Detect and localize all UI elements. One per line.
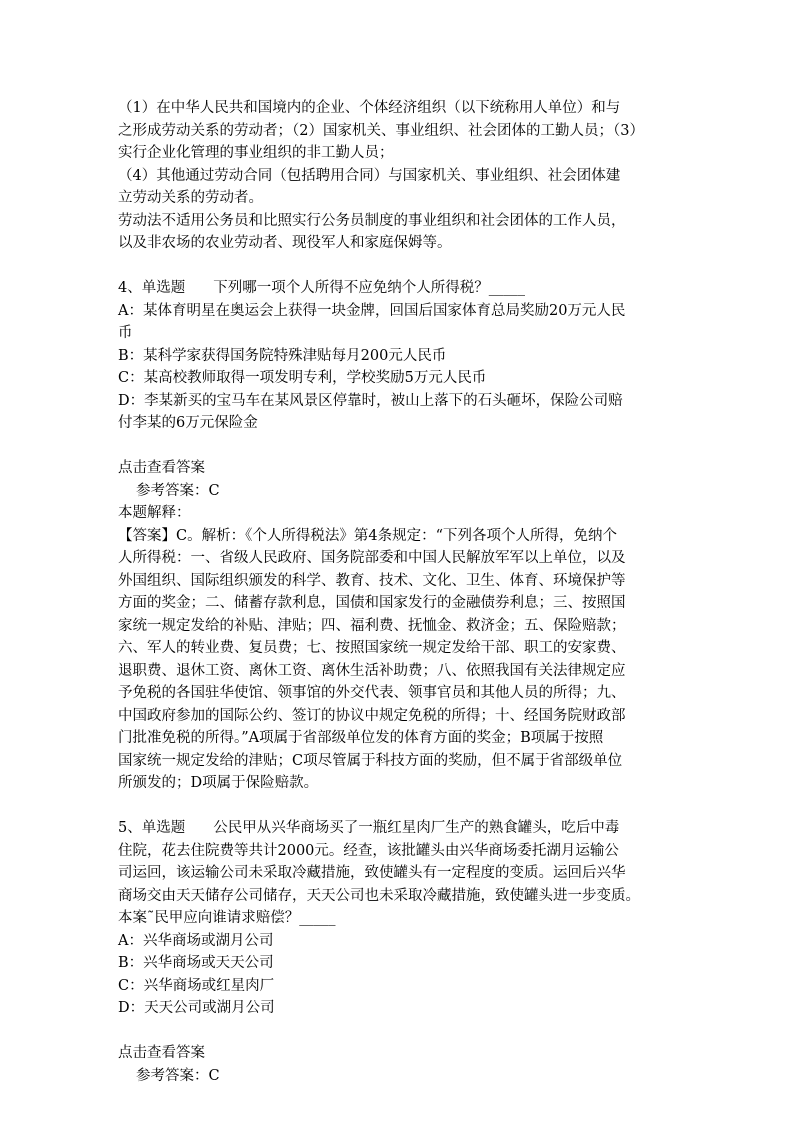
explanation-line: 予免税的各国驻华使馆、领事馆的外交代表、领事官员和其他人员的所得；九、 (118, 685, 626, 701)
question-4-explanation-label: 本题解释： (118, 505, 191, 521)
intro-section (118, 97, 678, 255)
question-5-reference-answer: 参考答案：C (136, 1067, 220, 1084)
intro-line: （1）在中华人民共和国境内的企业、个体经济组织（以下统称用人单位）和与 (118, 100, 621, 116)
question-5-stem-first-line: 公民甲从兴华商场买了一瓶红星肉厂生产的熟食罐头，吃后中毒 (213, 820, 620, 836)
question-5-header (118, 817, 678, 840)
question-4-option: B：某科学家获得国务院特殊津贴每月200元人民币 (118, 347, 447, 364)
question-5-option: C：兴华商场或红星肉厂 (118, 977, 275, 994)
question-5-stem-line: 住院，花去住院费等共计2000元。经查，该批罐头由兴华商场委托湖月运输公 (118, 842, 619, 859)
question-4-option: D：李某新买的宝马车在某风景区停靠时，被山上落下的石头砸坏，保险公司赔 (118, 392, 623, 409)
explanation-line: 退职费、退休工资、离休工资、离休生活补助费；八、依照我国有关法律规定应 (118, 662, 626, 679)
explanation-line: 六、军人的转业费、复员费；七、按照国家统一规定发给干部、职工的安家费、 (118, 640, 626, 656)
explanation-line: 中国政府参加的国际公约、签订的协议中规定免税的所得；十、经国务院财政部 (118, 707, 626, 724)
explanation-line: 所颁发的；D项属于保险赔款。 (118, 775, 319, 791)
intro-line: 劳动法不适用公务员和比照实行公务员制度的事业组织和社会团体的工作人员， (118, 212, 626, 229)
question-4-option: 币 (118, 325, 133, 341)
explanation-line: 外国组织、国际组织颁发的科学、教育、技术、文化、卫生、体育、环境保护等 (118, 572, 626, 589)
document-page (118, 97, 678, 1087)
question-4 (118, 277, 678, 795)
intro-line: 实行企业化管理的事业组织的非工勤人员； (118, 145, 394, 161)
explanation-line: 国家统一规定发给的津贴；C项尽管属于科技方面的奖励，但不属于省部级单位 (118, 752, 623, 769)
question-5-show-answer-link[interactable]: 点击查看答案 (118, 1045, 205, 1061)
question-4-explanation (118, 525, 678, 795)
question-5-option: D：天天公司或湖月公司 (118, 1000, 275, 1016)
question-4-option: 付李某的6万元保险金 (118, 415, 258, 431)
explanation-line: 【答案】C。解析：《个人所得税法》第4条规定：“下列各项个人所得，免纳个 (118, 527, 617, 544)
question-4-stem: 下列哪一项个人所得不应免纳个人所得税？_____ (213, 280, 525, 296)
intro-line: （4）其他通过劳动合同（包括聘用合同）与国家机关、事业组织、社会团体建 (118, 167, 621, 184)
explanation-line: 家统一规定发给的补贴、津贴；四、福利费、抚恤金、救济金；五、保险赔款； (118, 617, 626, 634)
explanation-line: 人所得税：一、省级人民政府、国务院部委和中国人民解放军军以上单位，以及 (118, 550, 626, 566)
question-4-reference-answer: 参考答案：C (136, 482, 220, 499)
question-4-type: 4、单选题 (118, 280, 186, 296)
question-5-stem-line: 司运回，该运输公司未采取冷藏措施，致使罐头有一定程度的变质。运回后兴华 (118, 865, 626, 881)
explanation-line: 门批准免税的所得。”A项属于省部级单位发的体育方面的奖金；B项属于按照 (118, 730, 604, 746)
question-4-option: A：某体育明星在奥运会上获得一块金牌，回国后国家体育总局奖励20万元人民 (118, 302, 626, 319)
question-5-stem-line: 本案˜民甲应向谁请求赔偿？_____ (118, 910, 336, 926)
question-4-show-answer-link[interactable]: 点击查看答案 (118, 460, 205, 476)
question-5 (118, 817, 678, 1087)
question-4-option: C：某高校教师取得一项发明专利，学校奖励5万元人民币 (118, 370, 487, 386)
question-4-header (118, 277, 678, 300)
explanation-line: 方面的奖金；二、储蓄存款利息，国债和国家发行的金融债券利息；三、按照国 (118, 595, 626, 611)
question-5-option: B：兴华商场或天天公司 (118, 955, 274, 971)
question-5-option: A：兴华商场或湖月公司 (118, 932, 274, 949)
question-5-stem-line: 商场交由天天储存公司储存，天天公司也未采取冷藏措施，致使罐头进一步变质。 (118, 887, 640, 904)
intro-line: 立劳动关系的劳动者。 (118, 190, 263, 206)
question-5-type: 5、单选题 (118, 820, 186, 836)
intro-line: 以及非农场的农业劳动者、现役军人和家庭保姆等。 (118, 235, 452, 251)
intro-line: 之形成劳动关系的劳动者；（2）国家机关、事业组织、社会团体的工勤人员；（3） (118, 122, 644, 139)
